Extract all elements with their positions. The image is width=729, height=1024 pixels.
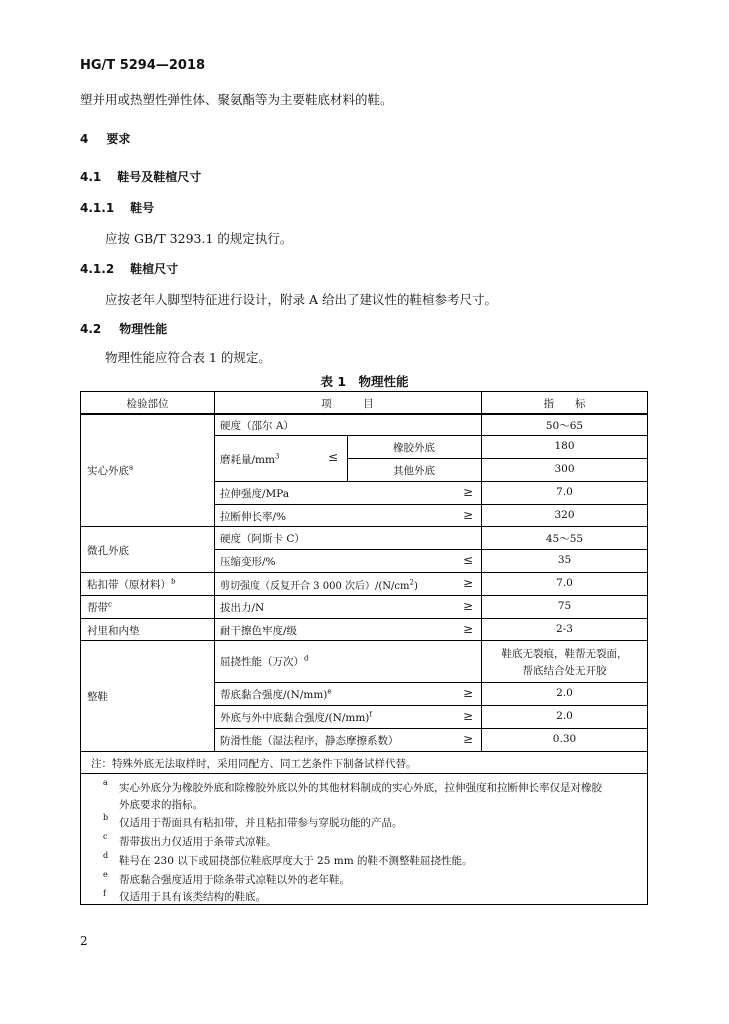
value-colorfast: 2-3 — [556, 623, 573, 635]
group-microporous-outsole: 微孔外底 — [87, 545, 129, 557]
value-sole-bond: 2.0 — [556, 710, 573, 722]
item-slip: 防滑性能（湿法程序，静态摩擦系数） — [220, 735, 399, 747]
section-4-heading — [80, 130, 130, 147]
section-title: 鞋楦尺寸 — [130, 262, 179, 276]
footnote-a: 实心外底分为橡胶外底和除橡胶外底以外的其他材料制成的实心外底，拉伸强度和拉断伸长率仅是对橡胶 — [119, 782, 602, 794]
footnote-marker: c — [103, 832, 108, 841]
value-flex-line2: 帮底结合处无开胶 — [522, 665, 607, 677]
row-rule — [214, 504, 647, 505]
section-title: 物理性能 — [119, 322, 168, 336]
ge-symbol: ≥ — [463, 485, 474, 499]
item-flex: 屈挠性能（万次）$^d$ — [220, 654, 309, 668]
ge-symbol: ≥ — [463, 686, 474, 700]
value-elongation: 320 — [554, 509, 575, 521]
table-note: 注：特殊外底无法取样时，采用同配方、同工艺条件下制备试样代替。 — [91, 758, 417, 770]
item-upper-bond: 帮底黏合强度$/(N/mm)^e$ — [220, 687, 332, 701]
physical-properties-table — [80, 391, 648, 905]
sub-rubber-outsole: 橡胶外底 — [393, 442, 435, 454]
footnote-a-cont: 外底要求的指标。 — [119, 799, 203, 811]
value-flex-line1: 鞋底无裂痕，鞋帮无裂面， — [501, 648, 628, 660]
notes-rule — [81, 773, 647, 774]
section-4-2-heading — [80, 320, 167, 337]
value-tensile: 7.0 — [556, 486, 573, 498]
section-number: 4.1.1 — [80, 201, 115, 215]
item-elongation: 拉断伸长率/% — [220, 511, 287, 523]
ge-symbol: ≥ — [463, 732, 474, 746]
footnote-b: 仅适用于帮面具有粘扣带，并且粘扣带参与穿脱功能的产品。 — [119, 817, 403, 829]
item-compression: 压缩变形/% — [220, 556, 276, 568]
item-abrasion: 磨耗量$/mm^3$ — [220, 452, 280, 466]
ge-symbol: ≥ — [463, 576, 474, 590]
value-hardness-c: 45～55 — [545, 533, 584, 545]
row-rule — [81, 640, 647, 641]
group-hook-loop: 粘扣带（原材料）$^b$ — [87, 577, 176, 591]
standard-number: HG/T 5294—2018 — [80, 58, 206, 73]
continued-paragraph: 塑并用或热塑性弹性体、聚氨酯等为主要鞋底材料的鞋。 — [80, 92, 393, 107]
section-4-1-1-heading — [80, 199, 154, 216]
value-shear: 7.0 — [556, 577, 573, 589]
section-4-2-text: 物理性能应符合表 1 的规定。 — [105, 350, 271, 365]
group-strap: 帮带$^c$ — [87, 600, 112, 614]
row-rule — [214, 682, 647, 683]
value-hardness-a: 50～65 — [545, 420, 584, 432]
row-rule — [214, 435, 647, 436]
footnote-marker: a — [103, 778, 108, 787]
sub-other-outsole: 其他外底 — [393, 465, 435, 477]
section-number: 4.1 — [80, 170, 102, 184]
header-item: 项 目 — [321, 398, 374, 410]
footnote-marker: e — [103, 870, 108, 879]
page-number: 2 — [80, 934, 88, 948]
section-title: 要求 — [106, 132, 131, 146]
header-index: 指 标 — [543, 398, 586, 410]
row-rule — [81, 572, 647, 573]
section-number: 4.2 — [80, 322, 102, 336]
section-4-1-heading — [80, 168, 201, 185]
item-tensile: 拉伸强度/MPa — [220, 488, 290, 500]
column-rule — [214, 392, 215, 751]
table-caption: 表 1 物理性能 — [320, 374, 409, 389]
item-colorfast: 耐干擦色牢度/级 — [220, 625, 298, 637]
footnote-c: 帮带拔出力仅适用于条带式凉鞋。 — [119, 836, 277, 848]
value-upper-bond: 2.0 — [556, 687, 573, 699]
ge-symbol: ≥ — [463, 709, 474, 723]
group-solid-outsole: 实心外底$^a$ — [87, 463, 134, 477]
row-rule — [81, 595, 647, 596]
section-number: 4.1.2 — [80, 262, 115, 276]
row-rule — [214, 705, 647, 706]
item-pullout: 拔出力/N — [220, 602, 265, 614]
le-symbol: ≤ — [328, 450, 339, 464]
section-number: 4 — [80, 132, 89, 146]
footnote-d: 鞋号在 230 以下或屈挠部位鞋底厚度大于 25 mm 的鞋不测整鞋屈挠性能。 — [119, 855, 473, 867]
group-whole-shoe: 整鞋 — [87, 691, 108, 703]
notes-rule — [81, 751, 647, 752]
row-rule — [214, 481, 647, 482]
value-pullout: 75 — [557, 600, 572, 612]
section-4-1-1-text: 应按 GB/T 3293.1 的规定执行。 — [105, 231, 293, 246]
item-shear: 剪切强度（反复开合 3 000 次后）$/(N/cm^2)$ — [220, 578, 418, 592]
ge-symbol: ≥ — [463, 599, 474, 613]
section-4-1-2-heading — [80, 260, 178, 277]
value-slip: 0.30 — [552, 733, 577, 745]
section-4-1-2-text: 应按老年人脚型特征进行设计，附录 A 给出了建议性的鞋楦参考尺寸。 — [105, 292, 497, 307]
value-compression: 35 — [557, 554, 572, 566]
ge-symbol: ≥ — [463, 622, 474, 636]
row-rule — [214, 728, 647, 729]
footnote-marker: f — [103, 889, 106, 898]
item-hardness-c: 硬度（阿斯卡 C） — [220, 533, 305, 545]
row-rule — [81, 526, 647, 527]
item-sole-bond: 外底与外中底黏合强度$/(N/mm)^f$ — [220, 710, 372, 724]
le-symbol: ≤ — [463, 553, 474, 567]
header-part: 检验部位 — [126, 398, 169, 410]
section-title: 鞋号及鞋楦尺寸 — [117, 170, 202, 184]
row-rule — [81, 618, 647, 619]
row-rule — [214, 549, 647, 550]
section-title: 鞋号 — [130, 201, 155, 215]
footnote-marker: b — [103, 813, 109, 822]
header-rule — [81, 413, 647, 415]
footnote-marker: d — [103, 851, 109, 860]
value-abrasion-rubber: 180 — [554, 440, 575, 452]
item-hardness-a: 硬度（邵尔 A） — [220, 420, 294, 432]
value-abrasion-other: 300 — [554, 463, 575, 475]
ge-symbol: ≥ — [463, 508, 474, 522]
row-rule — [347, 458, 647, 459]
footnote-e: 帮底黏合强度适用于除条带式凉鞋以外的老年鞋。 — [119, 874, 350, 886]
group-lining: 衬里和内垫 — [87, 625, 140, 637]
footnote-f: 仅适用于具有该类结构的鞋底。 — [119, 891, 266, 903]
